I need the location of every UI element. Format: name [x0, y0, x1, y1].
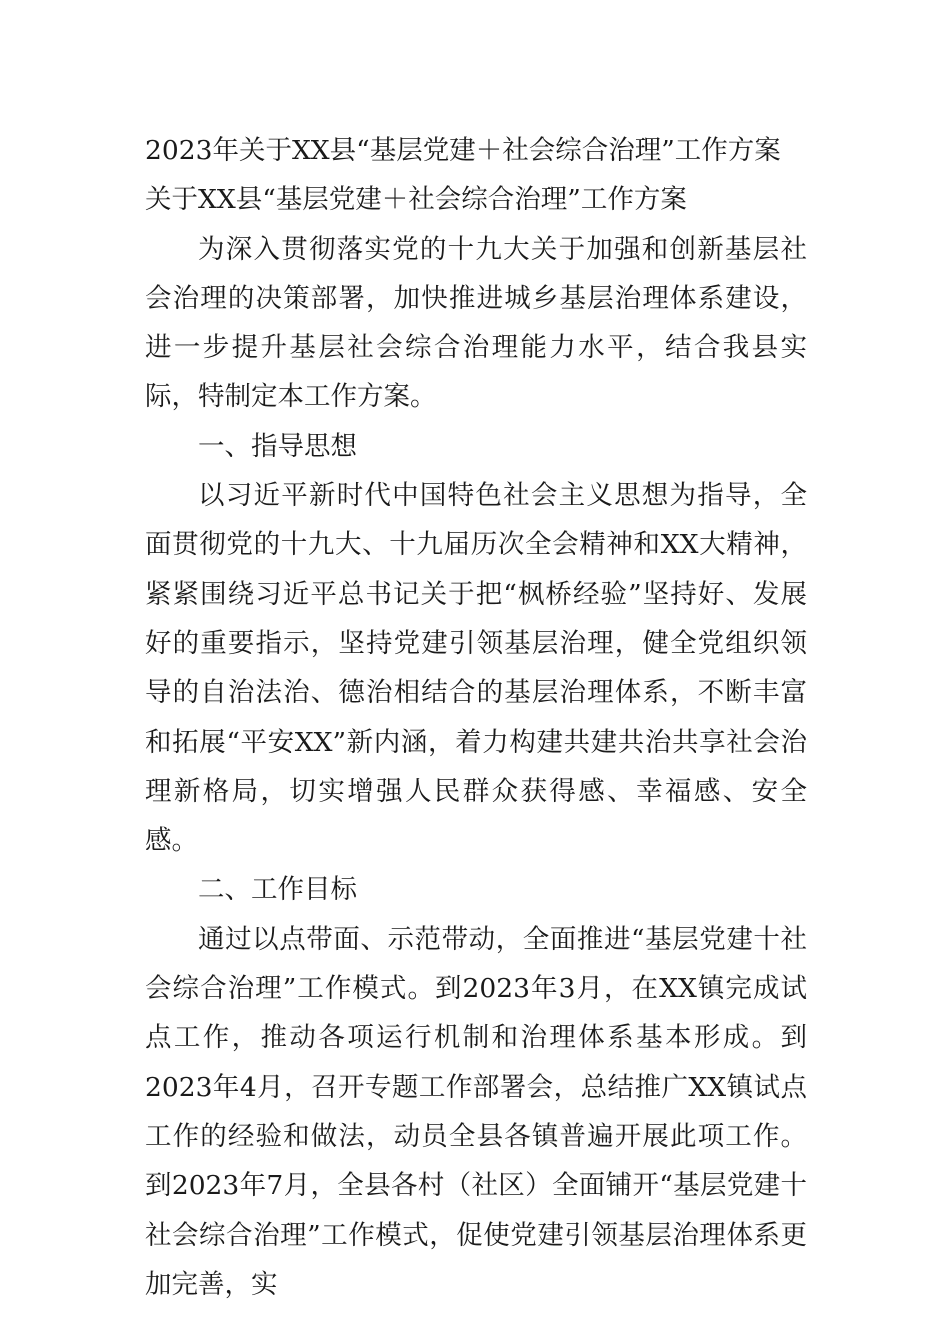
document-subtitle: 关于XX县“基层党建＋社会综合治理”工作方案: [145, 184, 687, 216]
section-heading-work-goals: 二、工作目标: [198, 874, 357, 906]
section-body-work-goals: 通过以点带面、示范带动，全面推进“基层党建十社会综合治理”工作模式。到2023年3月，在XX镇完成试点工作，推动各项运行机制和治理体系基本形成。到2023年4月，召开专题工作部署会，总结推广XX镇试点工作的经验和做法，动员全县各镇普遍开展此项工作。到2023年7月，全县各村（社区）全面铺开“基层党建十社会综合治理”工作模式，促使党建引领基层治理体系更加完善，实: [145, 923, 807, 1300]
document-body: [145, 126, 807, 1309]
intro-paragraph: 为深入贯彻落实党的十九大关于加强和创新基层社会治理的决策部署，加快推进城乡基层治理体系建设，进一步提升基层社会综合治理能力水平，结合我县实际，特制定本工作方案。: [145, 233, 807, 413]
section-body-guiding-ideology: 以习近平新时代中国特色社会主义思想为指导，全面贯彻党的十九大、十九届历次全会精神和XX大精神，紧紧围绕习近平总书记关于把“枫桥经验”坚持好、发展好的重要指示，坚持党建引领基层治理，健全党组织领导的自治法治、德治相结合的基层治理体系，不断丰富和拓展“平安XX”新内涵，着力构建共建共治共享社会治理新格局，切实增强人民群众获得感、幸福感、安全感。: [145, 480, 807, 857]
document-title: 2023年关于XX县“基层党建＋社会综合治理”工作方案: [145, 135, 781, 166]
section-heading-guiding-ideology: 一、指导思想: [198, 430, 357, 462]
